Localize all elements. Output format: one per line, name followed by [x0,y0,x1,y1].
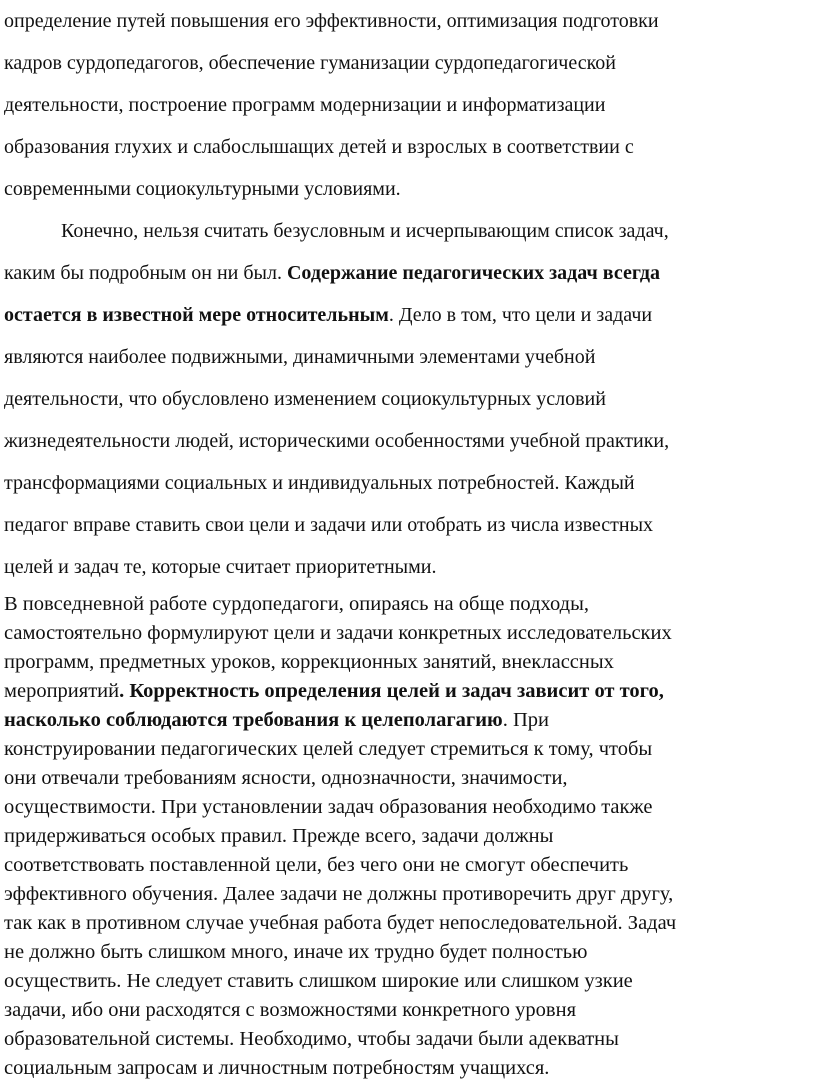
text-line [4,168,816,210]
text-run: образовательной системы. Необходимо, чтобы задачи были адекватны [4,1028,619,1050]
text-run: эффективного обучения. Далее задачи не должны противоречить друг другу, [4,883,674,905]
text-run: Конечно, нельзя считать безусловным и исчерпывающим список задач, [61,220,669,242]
text-run: осуществить. Не следует ставить слишком широкие или слишком узкие [4,970,633,992]
text-run: современными социокультурными условиями. [4,178,401,200]
text-run: деятельности, что обусловлено изменением социокультурных условий [4,388,606,410]
text-line [4,210,816,252]
text-run: программ, предметных уроков, коррекционных занятий, внеклассных [4,651,614,673]
text-run: трансформациями социальных и индивидуальных потребностей. Каждый [4,472,635,494]
text-run: В повседневной работе сурдопедагоги, опираясь на обще подходы, [4,593,589,615]
text-run: осуществимости. При установлении задач образования необходимо также [4,796,653,818]
text-run: придерживаться особых правил. Прежде всего, задачи должны [4,825,554,847]
paragraph-block-upper [4,0,816,588]
text-line [4,252,816,294]
text-line [4,880,816,909]
text-line [4,504,816,546]
bold-text-run: . Корректность определения целей и задач зависит от того, [119,680,664,702]
text-line [4,0,816,42]
text-line [4,909,816,938]
text-run: социальным запросам и личностным потребностям учащихся. [4,1057,550,1079]
text-run: не должно быть слишком много, иначе их трудно будет полностью [4,941,588,963]
text-run: так как в противном случае учебная работа будет непоследовательной. Задач [4,912,677,934]
text-line [4,793,816,822]
text-run: самостоятельно формулируют цели и задачи конкретных исследовательских [4,622,672,644]
text-run: соответствовать поставленной цели, без чего они не смогут обеспечить [4,854,629,876]
text-line [4,420,816,462]
paragraph-block-lower [4,590,816,1083]
text-run: целей и задач те, которые считает приоритетными. [4,556,437,578]
text-run: . При [502,709,549,731]
text-run: они отвечали требованиям ясности, однозначности, значимости, [4,767,568,789]
text-run: каким бы подробным он ни был. [4,262,287,284]
text-line [4,42,816,84]
text-run: жизнедеятельности людей, историческими особенностями учебной практики, [4,430,670,452]
text-run: задачи, ибо они расходятся с возможностями конкретного уровня [4,999,576,1021]
text-line [4,938,816,967]
text-run: конструировании педагогических целей следует стремиться к тому, чтобы [4,738,653,760]
text-run: определение путей повышения его эффективности, оптимизация подготовки [4,10,659,32]
text-run: мероприятий [4,680,120,702]
text-line [4,967,816,996]
text-line [4,378,816,420]
text-run: кадров сурдопедагогов, обеспечение гуманизации сурдопедагогической [4,52,616,74]
text-run: . Дело в том, что цели и задачи [388,304,653,326]
text-run: образования глухих и слабослышащих детей и взрослых в соответствии с [4,136,634,158]
text-run: деятельности, построение программ модернизации и информатизации [4,94,606,116]
text-line [4,735,816,764]
text-line [4,706,816,735]
text-line [4,648,816,677]
text-line [4,996,816,1025]
text-line [4,619,816,648]
text-line [4,336,816,378]
bold-text-run: насколько соблюдаются требования к целеполагагию [4,709,503,731]
text-line [4,590,816,619]
bold-text-run: остается в известной мере относительным [4,304,389,326]
text-line [4,1025,816,1054]
text-line [4,294,816,336]
text-run: педагог вправе ставить свои цели и задачи или отобрать из числа известных [4,514,654,536]
text-line [4,84,816,126]
text-line [4,822,816,851]
text-run: являются наиболее подвижными, динамичными элементами учебной [4,346,596,368]
text-line [4,677,816,706]
bold-text-run: Содержание педагогических задач всегда [286,262,661,284]
text-line [4,546,816,588]
text-line [4,851,816,880]
text-line [4,126,816,168]
text-line [4,764,816,793]
text-line [4,462,816,504]
